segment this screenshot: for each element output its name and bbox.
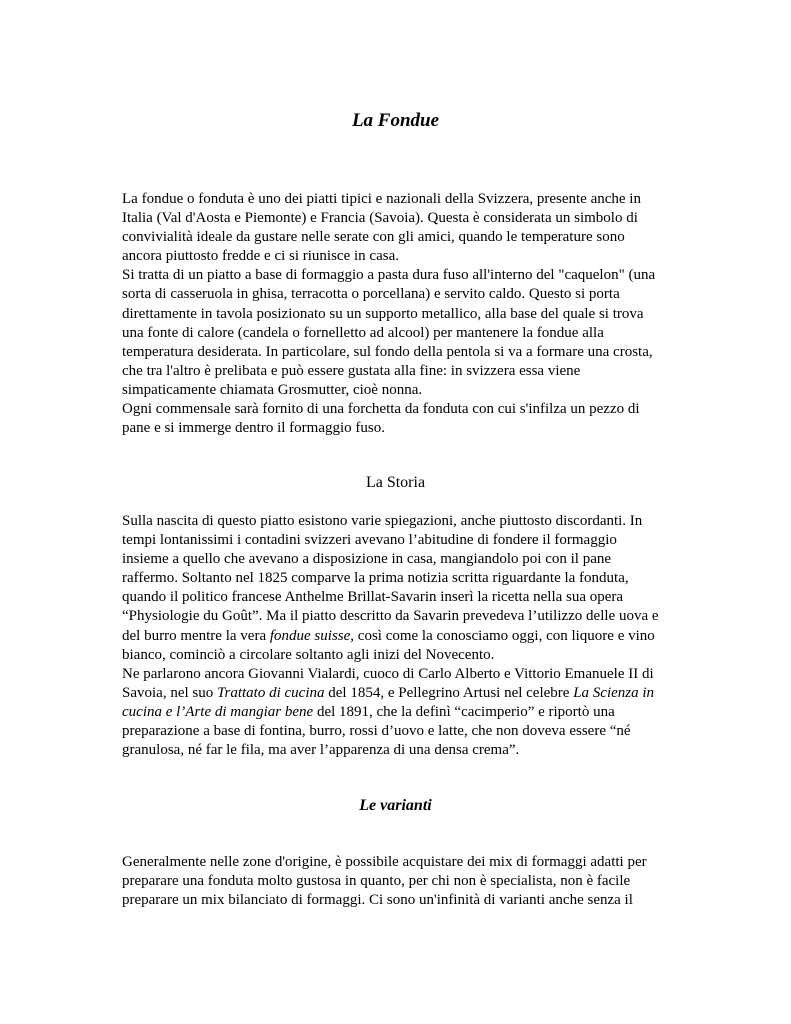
text-line: ancora piuttosto fredde e ci si riunisce in casa.	[122, 248, 399, 265]
text-line: “Physiologie du Goût”. Ma il piatto descritto da Savarin prevedeva l’utilizzo delle uova e	[122, 608, 659, 625]
varianti-paragraph	[122, 853, 682, 910]
text-line: temperatura desiderata. In particolare, sul fondo della pentola si va a formare una crosta,	[122, 343, 653, 360]
text-line: preparare una fonduta molto gustosa in quanto, per chi non è specialista, non è facile	[122, 873, 631, 890]
text-line: simpaticamente chiamata Grosmutter, cioè nonna.	[122, 381, 423, 398]
text-line: una fonte di calore (candela o fornelletto ad alcool) per mantenere la fondue alla	[122, 324, 604, 341]
text-line: granulosa, né far le fila, ma aver l’apparenza di una densa crema”.	[122, 742, 520, 759]
text-line	[122, 703, 682, 722]
italic-title: Trattato di cucina	[217, 684, 325, 701]
text-line: La fondue o fonduta è uno dei piatti tipici e nazionali della Svizzera, presente anche in	[122, 191, 641, 207]
storia-paragraph	[122, 512, 682, 760]
text-line: Si tratta di un piatto a base di formaggio a pasta dura fuso all'interno del "caquelon" (una	[122, 267, 656, 284]
text-line: Italia (Val d'Aosta e Piemonte) e Francia (Savoia). Questa è considerata un simbolo di	[122, 210, 638, 227]
text-line: convivialità ideale da gustare nelle serate con gli amici, quando le temperature sono	[122, 229, 625, 246]
text-line	[122, 627, 682, 646]
text-line: direttamente in tavola posizionato su un supporto metallico, alla base del quale si trova	[122, 305, 644, 322]
text-line: preparare un mix bilanciato di formaggi. Ci sono un'infinità di varianti anche senza il	[122, 892, 633, 909]
text-line: Generalmente nelle zone d'origine, è possibile acquistare dei mix di formaggi adatti per	[122, 854, 647, 870]
text-line: bianco, cominciò a circolare soltanto agli inizi del Novecento.	[122, 646, 495, 663]
text-line: che tra l'altro è prelibata e può essere gustata alla fine: in svizzera essa viene	[122, 362, 581, 379]
page-title: La Fondue	[351, 110, 440, 131]
section-heading-varianti: Le varianti	[359, 797, 432, 814]
text-line: raffermo. Soltanto nel 1825 comparve la prima notizia scritta riguardante la fonduta,	[122, 570, 629, 587]
text-line: preparazione a base di fontina, burro, rossi d’uovo e latte, che non doveva essere “né	[122, 723, 631, 740]
text-line: Ne parlarono ancora Giovanni Vialardi, cuoco di Carlo Alberto e Vittorio Emanuele II di	[122, 665, 654, 682]
text-line: sorta di casseruola in ghisa, terracotta o porcellana) e servito caldo. Questo si porta	[122, 286, 620, 303]
text-line: tempi lontanissimi i contadini svizzeri avevano l’abitudine di fondere il formaggio	[122, 532, 617, 549]
text-run: , così come la conosciamo oggi, con liquore e vino	[350, 627, 655, 644]
section-heading-storia: La Storia	[365, 474, 426, 491]
text-line: insieme a quello che avevano a disposizione in casa, mangiandolo poi con il pane	[122, 551, 612, 568]
italic-title: cucina e l’Arte di mangiar bene	[122, 703, 314, 720]
text-line: quando il politico francese Anthelme Brillat-Savarin inserì la ricetta nella sua opera	[122, 589, 624, 606]
text-line: pane e si immerge dentro il formaggio fuso.	[122, 420, 385, 437]
text-line	[122, 684, 682, 703]
text-run: del burro mentre la vera	[122, 627, 270, 644]
text-line: Ogni commensale sarà fornito di una forchetta da fonduta con cui s'infilza un pezzo di	[122, 401, 640, 418]
text-run: Savoia, nel suo	[122, 684, 217, 701]
text-run: del 1891, che la definì “cacimperio” e riportò una	[313, 703, 615, 720]
text-line: Sulla nascita di questo piatto esistono varie spiegazioni, anche piuttosto discordanti. In	[122, 513, 643, 529]
italic-title: La Scienza in	[573, 684, 655, 701]
intro-paragraph	[122, 190, 682, 438]
text-run: del 1854, e Pellegrino Artusi nel celebre	[324, 684, 574, 701]
italic-term: fondue suisse	[269, 627, 351, 644]
